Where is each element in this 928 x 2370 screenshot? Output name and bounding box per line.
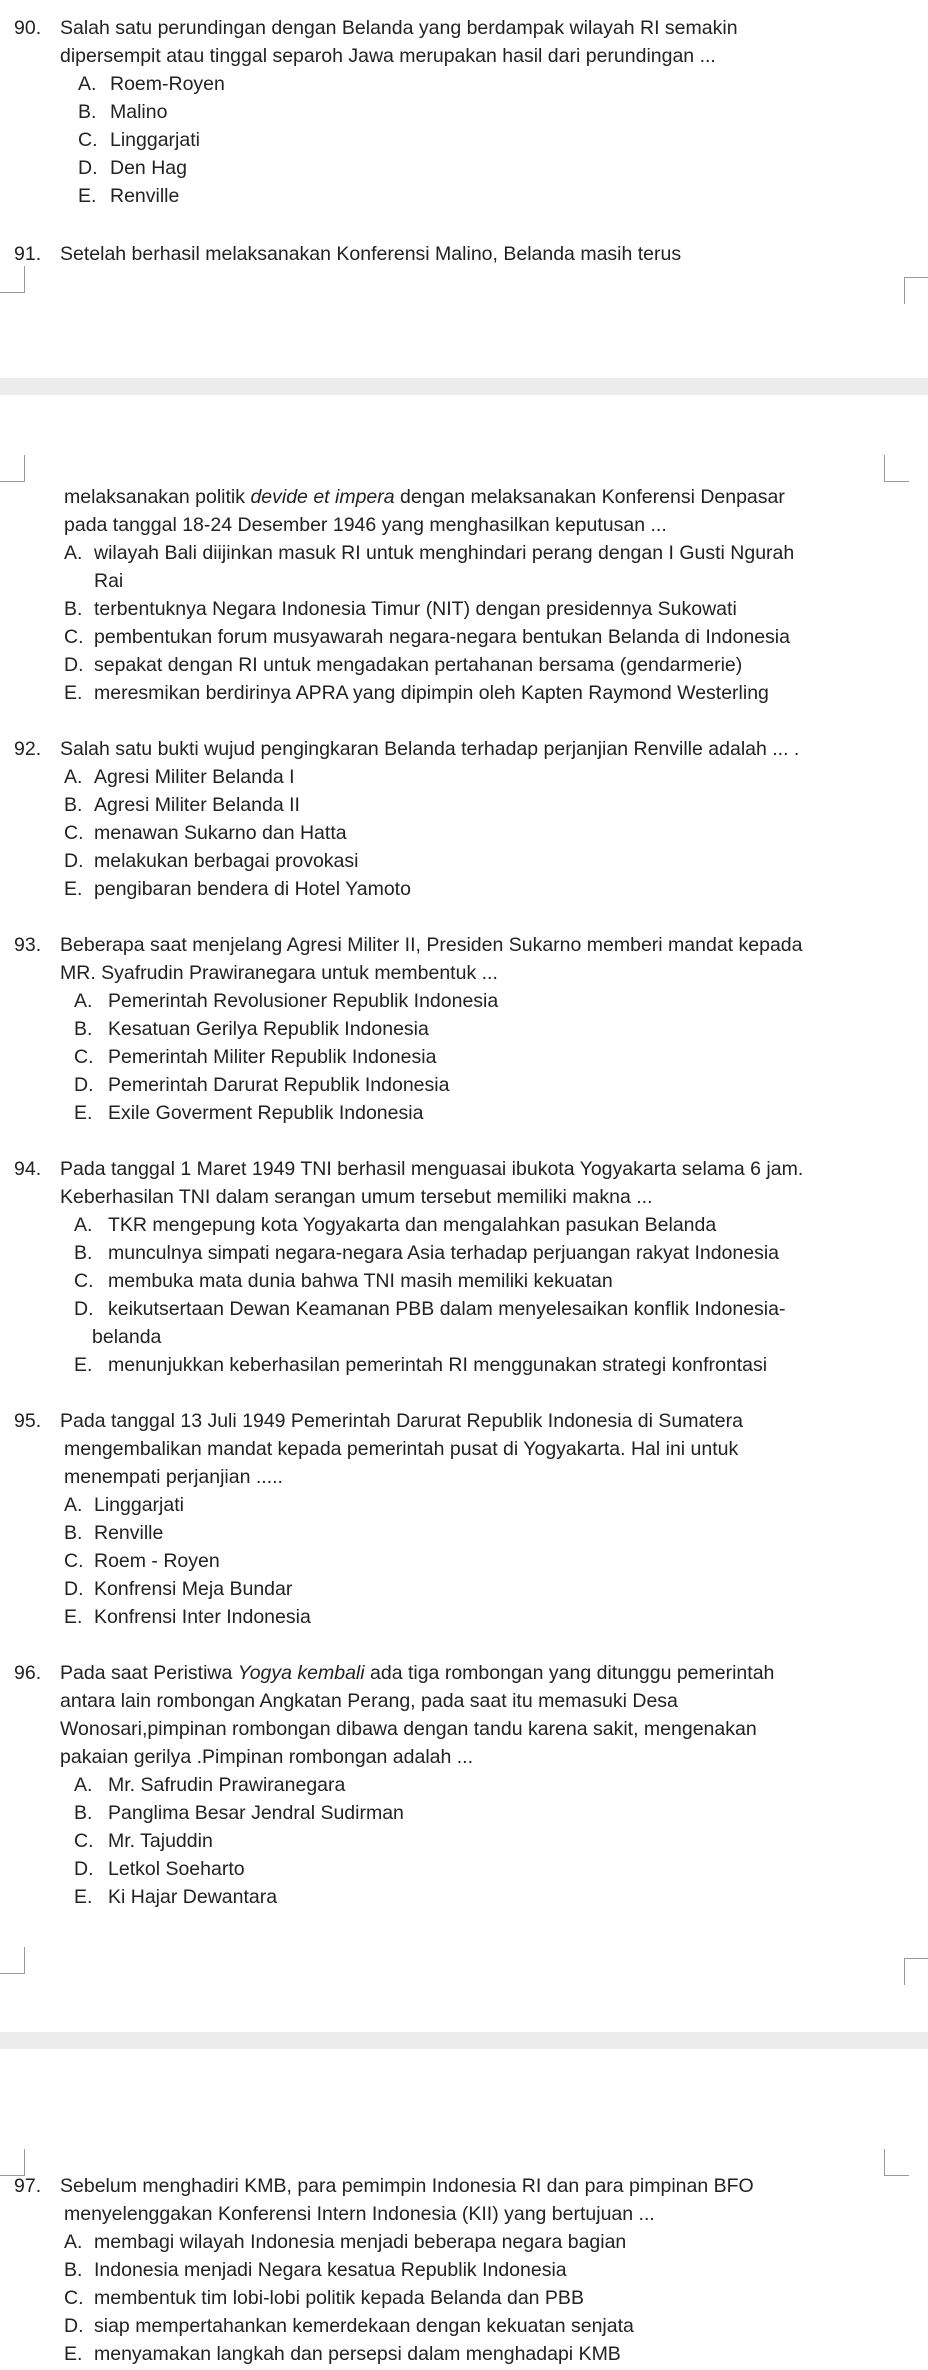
option-a: A. Roem-Royen — [78, 73, 225, 95]
option-a-continued: Rai — [94, 570, 124, 592]
question-93 — [0, 931, 900, 1127]
page-separator — [0, 378, 928, 395]
option-e: E. pengibaran bendera di Hotel Yamoto — [64, 878, 411, 900]
option-d: D. Pemerintah Darurat Republik Indonesia — [74, 1074, 450, 1096]
option-e: E. Konfrensi Inter Indonesia — [64, 1606, 311, 1628]
option-a: A. TKR mengepung kota Yogyakarta dan mengalahkan pasukan Belanda — [74, 1214, 717, 1236]
option-a: A. Agresi Militer Belanda I — [64, 766, 295, 788]
option-c: C. Linggarjati — [78, 129, 200, 151]
option-e: E. Renville — [78, 185, 180, 207]
option-c: C. Roem - Royen — [64, 1550, 220, 1572]
question-number: 90. — [14, 17, 42, 39]
option-a: A. wilayah Bali diijinkan masuk RI untuk menghindari perang dengan I Gusti Ngurah — [64, 542, 795, 564]
option-d: D. melakukan berbagai provokasi — [64, 850, 359, 872]
option-a: A. Pemerintah Revolusioner Republik Indonesia — [74, 990, 499, 1012]
question-stem: Sebelum menghadiri KMB, para pemimpin Indonesia RI dan para pimpinan BFO — [60, 2175, 754, 2197]
crop-mark — [0, 1947, 25, 1974]
question-stem: antara lain rombongan Angkatan Perang, pada saat itu memasuki Desa — [60, 1690, 678, 1712]
question-number: 93. — [14, 934, 42, 956]
question-stem: dipersempit atau tinggal separoh Jawa merupakan hasil dari perundingan ... — [60, 45, 716, 67]
question-stem: mengembalikan mandat kepada pemerintah pusat di Yogyakarta. Hal ini untuk — [64, 1438, 739, 1460]
crop-mark — [0, 455, 25, 482]
option-b: B. munculnya simpati negara-negara Asia terhadap perjuangan rakyat Indonesia — [74, 1242, 780, 1264]
question-stem: MR. Syafrudin Prawiranegara untuk membentuk ... — [60, 962, 498, 984]
option-a: A. Mr. Safrudin Prawiranegara — [74, 1774, 346, 1796]
option-d: D. keikutsertaan Dewan Keamanan PBB dalam menyelesaikan konflik Indonesia- — [74, 1298, 786, 1320]
option-d-continued: belanda — [92, 1326, 162, 1348]
option-d: D. siap mempertahankan kemerdekaan dengan kekuatan senjata — [64, 2315, 634, 2337]
question-stem: menempati perjanjian ..... — [64, 1466, 283, 1488]
question-stem: Salah satu bukti wujud pengingkaran Belanda terhadap perjanjian Renville adalah ... . — [60, 738, 800, 760]
question-stem: Keberhasilan TNI dalam serangan umum tersebut memiliki makna ... — [60, 1186, 653, 1208]
option-a: A. membagi wilayah Indonesia menjadi beberapa negara bagian — [64, 2231, 627, 2253]
question-stem: menyelenggakan Konferensi Intern Indonesia (KII) yang bertujuan ... — [64, 2203, 655, 2225]
question-90 — [0, 14, 900, 210]
crop-mark — [904, 277, 928, 304]
page-separator — [0, 2032, 928, 2049]
question-91-continued — [0, 483, 900, 707]
question-94 — [0, 1155, 900, 1379]
document-page-1 — [0, 0, 928, 378]
question-number: 96. — [14, 1662, 42, 1684]
option-a: A. Linggarjati — [64, 1494, 184, 1516]
question-number: 94. — [14, 1158, 42, 1180]
option-d: D. Den Hag — [78, 157, 187, 179]
option-b: B. Panglima Besar Jendral Sudirman — [74, 1802, 404, 1824]
question-number: 97. — [14, 2175, 42, 2197]
option-d: D. Letkol Soeharto — [74, 1858, 245, 1880]
option-c: C. membentuk tim lobi-lobi politik kepada Belanda dan PBB — [64, 2287, 584, 2309]
option-b: B. Kesatuan Gerilya Republik Indonesia — [74, 1018, 429, 1040]
question-stem: Setelah berhasil melaksanakan Konferensi Malino, Belanda masih terus — [60, 243, 682, 265]
question-stem: pada tanggal 18-24 Desember 1946 yang menghasilkan keputusan ... — [64, 514, 667, 536]
crop-mark — [904, 1958, 928, 1985]
question-number: 91. — [14, 243, 42, 265]
option-b: B. terbentuknya Negara Indonesia Timur (NIT) dengan presidennya Sukowati — [64, 598, 737, 620]
option-c: C. Mr. Tajuddin — [74, 1830, 213, 1852]
option-e: E. menunjukkan keberhasilan pemerintah RI menggunakan strategi konfrontasi — [74, 1354, 768, 1376]
option-c: C. pembentukan forum musyawarah negara-negara bentukan Belanda di Indonesia — [64, 626, 790, 648]
question-95 — [0, 1407, 900, 1631]
question-stem: Pada tanggal 1 Maret 1949 TNI berhasil menguasai ibukota Yogyakarta selama 6 jam. — [60, 1158, 804, 1180]
question-stem: Wonosari,pimpinan rombongan dibawa dengan tandu karena sakit, mengenakan — [60, 1718, 757, 1740]
option-b: B. Malino — [78, 101, 168, 123]
option-e: E. Exile Goverment Republik Indonesia — [74, 1102, 424, 1124]
crop-mark — [884, 455, 909, 482]
option-e: E. Ki Hajar Dewantara — [74, 1886, 278, 1908]
question-97 — [0, 2172, 900, 2368]
question-stem: melaksanakan politik devide et impera dengan melaksanakan Konferensi Denpasar — [64, 486, 785, 508]
option-d: D. Konfrensi Meja Bundar — [64, 1578, 293, 1600]
option-b: B. Indonesia menjadi Negara kesatua Republik Indonesia — [64, 2259, 567, 2281]
question-91-start — [0, 240, 900, 268]
question-96 — [0, 1659, 900, 1911]
option-c: C. membuka mata dunia bahwa TNI masih memiliki kekuatan — [74, 1270, 613, 1292]
option-e: E. meresmikan berdirinya APRA yang dipimpin oleh Kapten Raymond Westerling — [64, 682, 769, 704]
question-stem: Pada saat Peristiwa Yogya kembali ada tiga rombongan yang ditunggu pemerintah — [60, 1662, 775, 1684]
question-stem: pakaian gerilya .Pimpinan rombongan adalah ... — [60, 1746, 474, 1768]
question-stem: Pada tanggal 13 Juli 1949 Pemerintah Darurat Republik Indonesia di Sumatera — [60, 1410, 743, 1432]
question-stem: Salah satu perundingan dengan Belanda yang berdampak wilayah RI semakin — [60, 17, 738, 39]
question-92 — [0, 735, 900, 903]
option-b: B. Agresi Militer Belanda II — [64, 794, 300, 816]
option-e: E. menyamakan langkah dan persepsi dalam menghadapi KMB — [64, 2343, 621, 2365]
option-c: C. Pemerintah Militer Republik Indonesia — [74, 1046, 437, 1068]
document-page-2 — [0, 395, 928, 2032]
question-stem: Beberapa saat menjelang Agresi Militer II, Presiden Sukarno memberi mandat kepada — [60, 934, 803, 956]
option-c: C. menawan Sukarno dan Hatta — [64, 822, 347, 844]
option-d: D. sepakat dengan RI untuk mengadakan pertahanan bersama (gendarmerie) — [64, 654, 743, 676]
question-number: 92. — [14, 738, 42, 760]
document-page-3 — [0, 2049, 928, 2370]
question-number: 95. — [14, 1410, 42, 1432]
crop-mark — [0, 266, 25, 293]
option-b: B. Renville — [64, 1522, 164, 1544]
